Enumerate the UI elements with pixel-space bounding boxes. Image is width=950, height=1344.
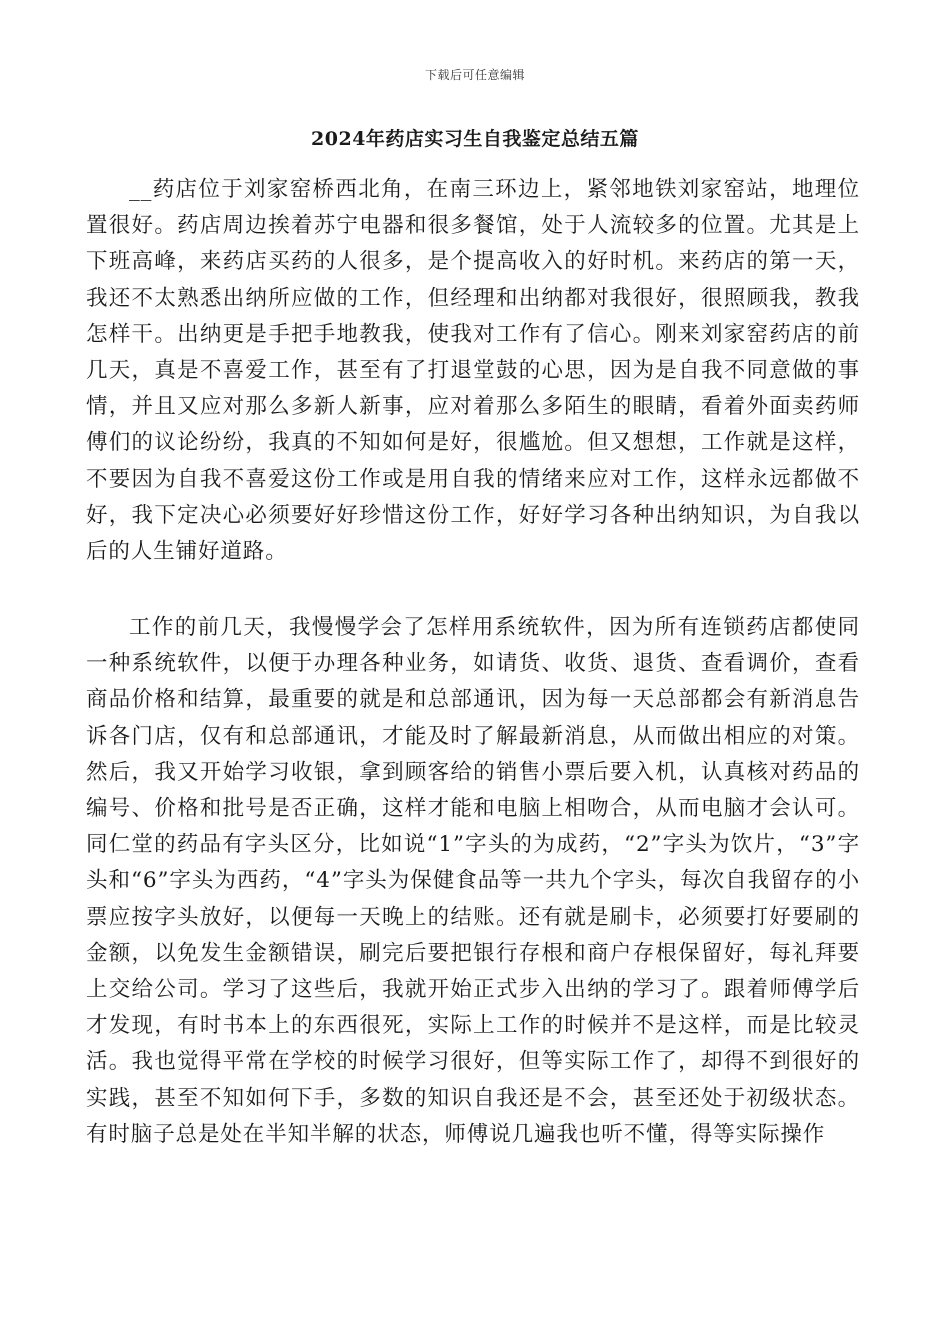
body-paragraph-1: __药店位于刘家窑桥西北角，在南三环边上，紧邻地铁刘家窑站，地理位置很好。药店周边挨着苏宁电器和很多餐馆，处于人流较多的位置。尤其是上下班高峰，来药店买药的人很多，是个提高收入的好时机。来药店的第一天，我还不太熟悉出纳所应做的工作，但经理和出纳都对我很好，很照顾我，教我怎样干。出纳更是手把手地教我，使我对工作有了信心。刚来刘家窑药店的前几天，真是不喜爱工作，甚至有了打退堂鼓的心思，因为是自我不同意做的事情，并且又应对那么多新人新事，应对着那么多陌生的眼睛，看着外面卖药师傅们的议论纷纷，我真的不知如何是好，很尴尬。但又想想，工作就是这样，不要因为自我不喜爱这份工作或是用自我的情绪来应对工作，这样永远都做不好，我下定决心必须要好好珍惜这份工作，好好学习各种出纳知识，为自我以后的人生铺好道路。	[86, 177, 860, 565]
document-title: 2024年药店实习生自我鉴定总结五篇	[311, 128, 639, 150]
header-note: 下载后可任意编辑	[424, 68, 525, 82]
body-paragraph-2: 工作的前几天，我慢慢学会了怎样用系统软件，因为所有连锁药店都使同一种系统软件，以便于办理各种业务，如请货、收货、退货、查看调价，查看商品价格和结算，最重要的就是和总部通讯，因为每一天总部都会有新消息告诉各门店，仅有和总部通讯，才能及时了解最新消息，从而做出相应的对策。然后，我又开始学习收银，拿到顾客给的销售小票后要入机，认真核对药品的编号、价格和批号是否正确，这样才能和电脑上相吻合，从而电脑才会认可。同仁堂的药品有字头区分，比如说“1”字头的为成药，“2”字头为饮片，“3”字头和“6”字头为西药，“4”字头为保健食品等一共九个字头，每次自我留存的小票应按字头放好，以便每一天晚上的结账。还有就是刷卡，必须要打好要刷的金额，以免发生金额错误，刷完后要把银行存根和商户存根保留好，每礼拜要上交给公司。学习了这些后，我就开始正式步入出纳的学习了。跟着师傅学后才发现，有时书本上的东西很死，实际上工作的时候并不是这样，而是比较灵活。我也觉得平常在学校的时候学习很好，但等实际工作了，却得不到很好的实践，甚至不知如何下手，多数的知识自我还是不会，甚至还处于初级状态。有时脑子总是处在半知半解的状态，师傅说几遍我也听不懂，得等实际操作	[86, 615, 860, 1147]
